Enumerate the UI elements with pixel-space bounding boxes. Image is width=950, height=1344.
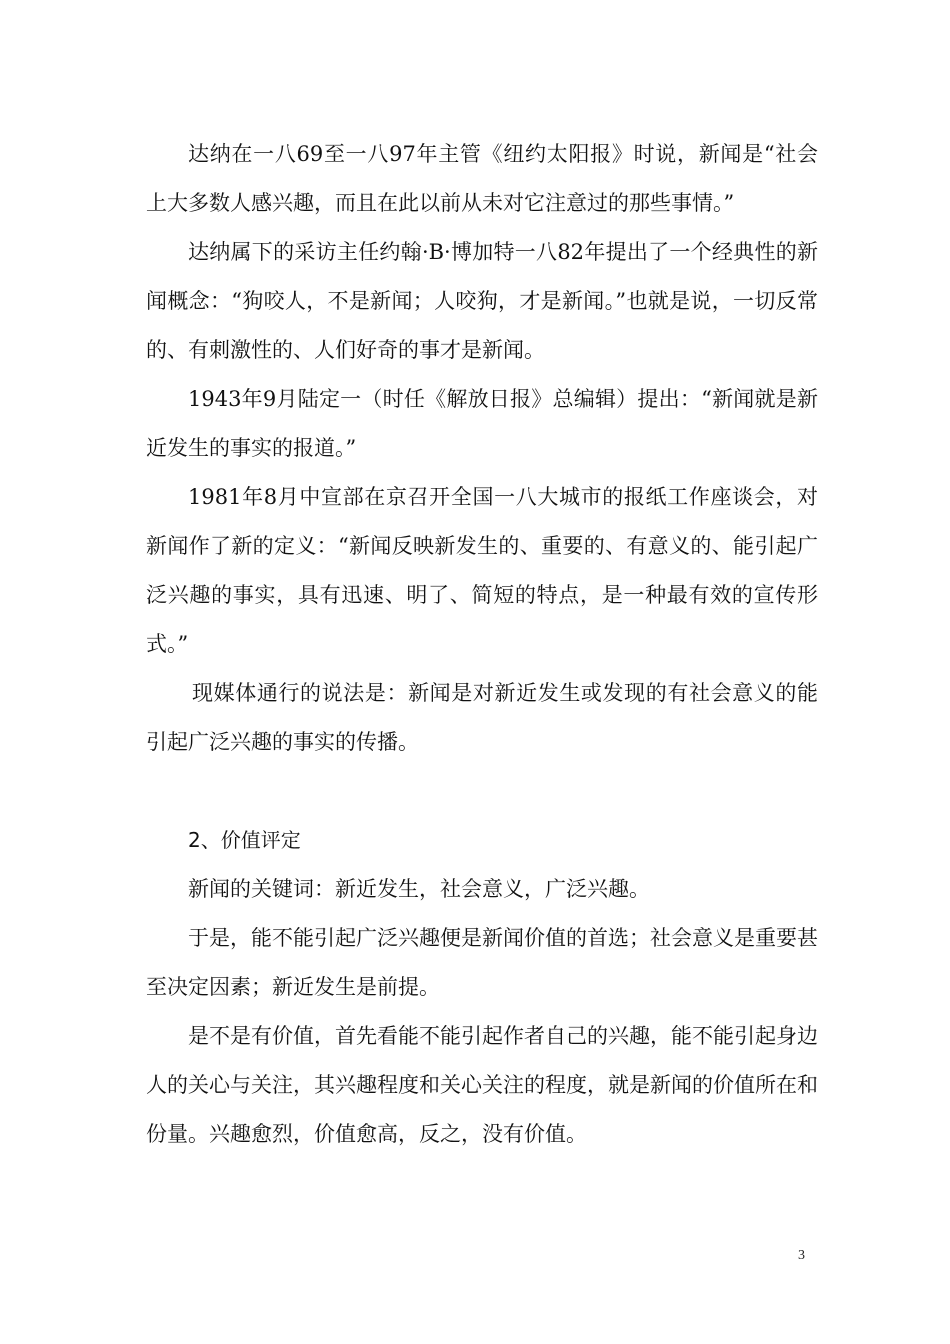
paragraph-dana-definition: 达纳在一八69至一八97年主管《纽约太阳报》时说，新闻是“社会上大多数人感兴趣，而且在此以前从未对它注意过的那些事情。” <box>146 142 818 215</box>
paragraph-lu-dingyi-definition: 1943年9月陆定一（时任《解放日报》总编辑）提出：“新闻就是新近发生的事实的报道。” <box>146 387 818 460</box>
paragraph-value-priority: 于是，能不能引起广泛兴趣便是新闻价值的首选；社会意义是重要甚至决定因素；新近发生是前提。 <box>146 926 818 999</box>
paragraph-keywords: 新闻的关键词：新近发生，社会意义，广泛兴趣。 <box>188 877 650 901</box>
section-heading-value-assessment: 2、价值评定 <box>188 828 301 852</box>
paragraph-value-judgment: 是不是有价值，首先看能不能引起作者自己的兴趣，能不能引起身边人的关心与关注，其兴趣程度和关心关注的程度，就是新闻的价值所在和份量。兴趣愈烈，价值愈高，反之，没有价值。 <box>146 1024 818 1146</box>
paragraph-bogart-definition: 达纳属下的采访主任约翰·B·博加特一八82年提出了一个经典性的新闻概念：“狗咬人，不是新闻；人咬狗，才是新闻。”也就是说，一切反常的、有刺激性的、人们好奇的事才是新闻。 <box>146 240 818 362</box>
paragraph-1981-definition: 1981年8月中宣部在京召开全国一八大城市的报纸工作座谈会，对新闻作了新的定义：“新闻反映新发生的、重要的、有意义的、能引起广泛兴趣的事实，具有迅速、明了、简短的特点，是一种最有效的宣传形式。” <box>146 485 818 656</box>
document-body <box>146 130 818 1159</box>
paragraph-current-definition: 现媒体通行的说法是：新闻是对新近发生或发现的有社会意义的能引起广泛兴趣的事实的传播。 <box>146 681 818 754</box>
page-number: 3 <box>798 1248 805 1263</box>
